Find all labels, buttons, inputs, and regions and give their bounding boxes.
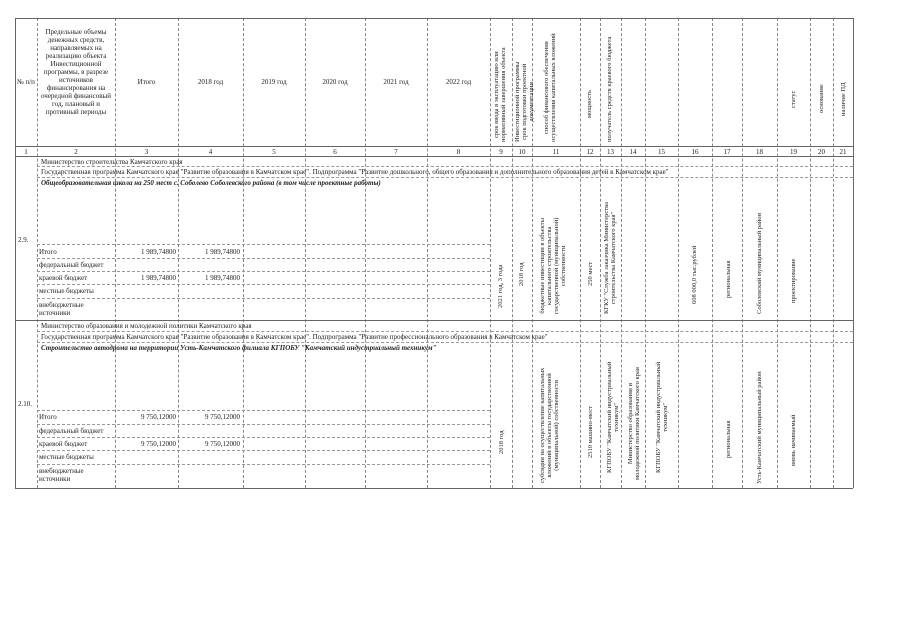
s1-2018-value: 1 989,74800 [205, 248, 240, 256]
header-status: статус [790, 90, 797, 108]
header-commissioning-date: срок ввода в эксплуатацию или нормативный завершения объекта [493, 47, 507, 142]
section1-ministry: Министерство строительства Камчатского края [41, 158, 183, 166]
column-number: 4 [208, 148, 213, 156]
s1-total-value: 1 989,74800 [141, 248, 176, 256]
header-2018: 2018 год [197, 78, 224, 86]
s1-capacity: 250 мест [587, 261, 594, 286]
column-number: 21 [839, 148, 847, 156]
header-2019: 2019 год [261, 78, 287, 86]
section1-object: Общеобразовательная школа на 250 мест с. Соболево Соболевского района (в том числе проектные работы) [41, 179, 381, 187]
s2-col15: КГПОБУ "Камчатский индустриальный техникум" [655, 361, 669, 473]
s2-label-federal: федеральный бюджет [39, 427, 104, 435]
header-2021: 2021 год [383, 78, 409, 86]
section2-program: Государственная программа Камчатского края "Развитие образования в Камчатском крае". Подпрограмма "Развитие профессионального образования в Камчатском крае" [41, 333, 548, 341]
s2-label-total: Итого [39, 413, 57, 421]
s2-municipality: Усть-Камчатский муниципальный район [756, 371, 763, 484]
header-capacity: мощность [586, 90, 593, 118]
column-number: 9 [499, 148, 503, 156]
s2-financing-method: субсидии на осуществление капитальных вложений в объекты государственной (муниципальной) собственности [539, 367, 560, 483]
column-number: 15 [658, 148, 665, 156]
column-number: 10 [518, 148, 526, 156]
column-number: 12 [586, 148, 594, 156]
column-number: 18 [756, 148, 763, 156]
column-number: 2 [74, 148, 78, 156]
column-number: 7 [394, 148, 398, 156]
s1-label-local: местные бюджеты [39, 287, 94, 295]
section1-program: Государственная программа Камчатского края "Развитие образования в Камчатском крае". Подпрограмма "Развитие дошкольного, общего образования и дополнительного образования детей в Камчатском крае" [41, 168, 669, 176]
column-number: 19 [790, 148, 797, 156]
s1-label-total: Итого [39, 248, 57, 256]
s2-total-value: 9 750,12000 [141, 413, 176, 421]
s2-status: вновь начинаемый [790, 414, 797, 466]
s2-ownership: региональная [725, 420, 732, 458]
header-basis: основание [818, 84, 825, 113]
section2-ministry: Министерство образования и молодежной политики Камчатского края [41, 322, 252, 330]
s2-2018-value: 9 750,12000 [205, 413, 240, 421]
s1-cost: 608 000,0 тыс.рублей [691, 245, 698, 304]
s1-label-extrabudget: внебюджетные источники [39, 301, 84, 317]
header-design-period: Инвестиционной программы срок подготовки проектной документации [514, 61, 535, 142]
s1-ownership: региональная [725, 260, 732, 298]
header-number: № п/п [17, 78, 35, 86]
s1-status: проектирование [790, 258, 797, 303]
s2-regional-2018: 9 750,12000 [205, 440, 240, 448]
investment-program-table [15, 18, 853, 488]
column-number: 16 [691, 148, 699, 156]
column-number: 6 [333, 148, 337, 156]
header-budget-recipient: получатель средств краевого бюджета [606, 36, 613, 142]
header-financing-method: способ финансового обеспечения осуществления капитальных вложений [543, 33, 557, 142]
s2-label-local: местные бюджеты [39, 453, 94, 461]
s1-commissioning: 2021 год, 3 года [497, 264, 504, 308]
header-2020: 2020 год [322, 78, 348, 86]
column-number: 17 [723, 148, 731, 156]
s2-label-regional: краевой бюджет [39, 440, 88, 448]
s1-design-period: 2018 год [518, 262, 525, 286]
s1-label-regional: краевой бюджет [39, 274, 88, 282]
header-total: Итого [137, 78, 156, 86]
section2-object: Строительство автодрома на территории Усть-Камчатского филиала КГПОБУ "Камчатский индустриальный техникум" [41, 344, 437, 352]
s2-recipient: КГПОБУ "Камчатский индустриальный техникум" [606, 361, 620, 473]
s2-regional-total: 9 750,12000 [141, 440, 176, 448]
s1-municipality: Соболевский муниципальный район [756, 212, 763, 314]
column-number: 5 [272, 148, 276, 156]
s2-capacity: 2510 машино-мест [587, 406, 594, 458]
s1-regional-total: 1 989,74800 [141, 274, 176, 282]
column-number: 13 [607, 148, 614, 156]
section1-row-number: 2.9. [18, 236, 29, 244]
column-number: 11 [552, 148, 560, 156]
column-number: 3 [144, 148, 149, 156]
column-number: 20 [818, 148, 825, 156]
column-number: 8 [456, 148, 461, 156]
column-number: 14 [629, 148, 637, 156]
s1-regional-2018: 1 989,74800 [205, 274, 240, 282]
section2-row-number: 2.10. [18, 400, 32, 408]
s1-recipient: КГКУ "Служба заказчика Министерства строительства Камчатского края" [603, 202, 617, 314]
s2-label-extrabudget: внебюджетные источники [39, 467, 84, 483]
s1-label-federal: федеральный бюджет [39, 261, 104, 269]
header-design-docs: наличие ПД [840, 82, 847, 116]
header-2022: 2022 год [445, 78, 472, 86]
s2-ministry-col14: Министерство образования и молодежной политики Камчатского края [627, 367, 641, 480]
header-funding-limits: Предельные объемы денежных средств, направляемых на реализацию объекта Инвестиционной программы, в разрезе источников финансирования на очередной финансовый год, плановый и противный периоды [40, 28, 111, 116]
column-number: 1 [24, 148, 28, 156]
s1-financing-method: бюджетные инвестиции в объекты капитального строительства государственной (муниципальной) собственности [539, 217, 567, 314]
s2-commissioning: 2018 год [498, 430, 505, 454]
